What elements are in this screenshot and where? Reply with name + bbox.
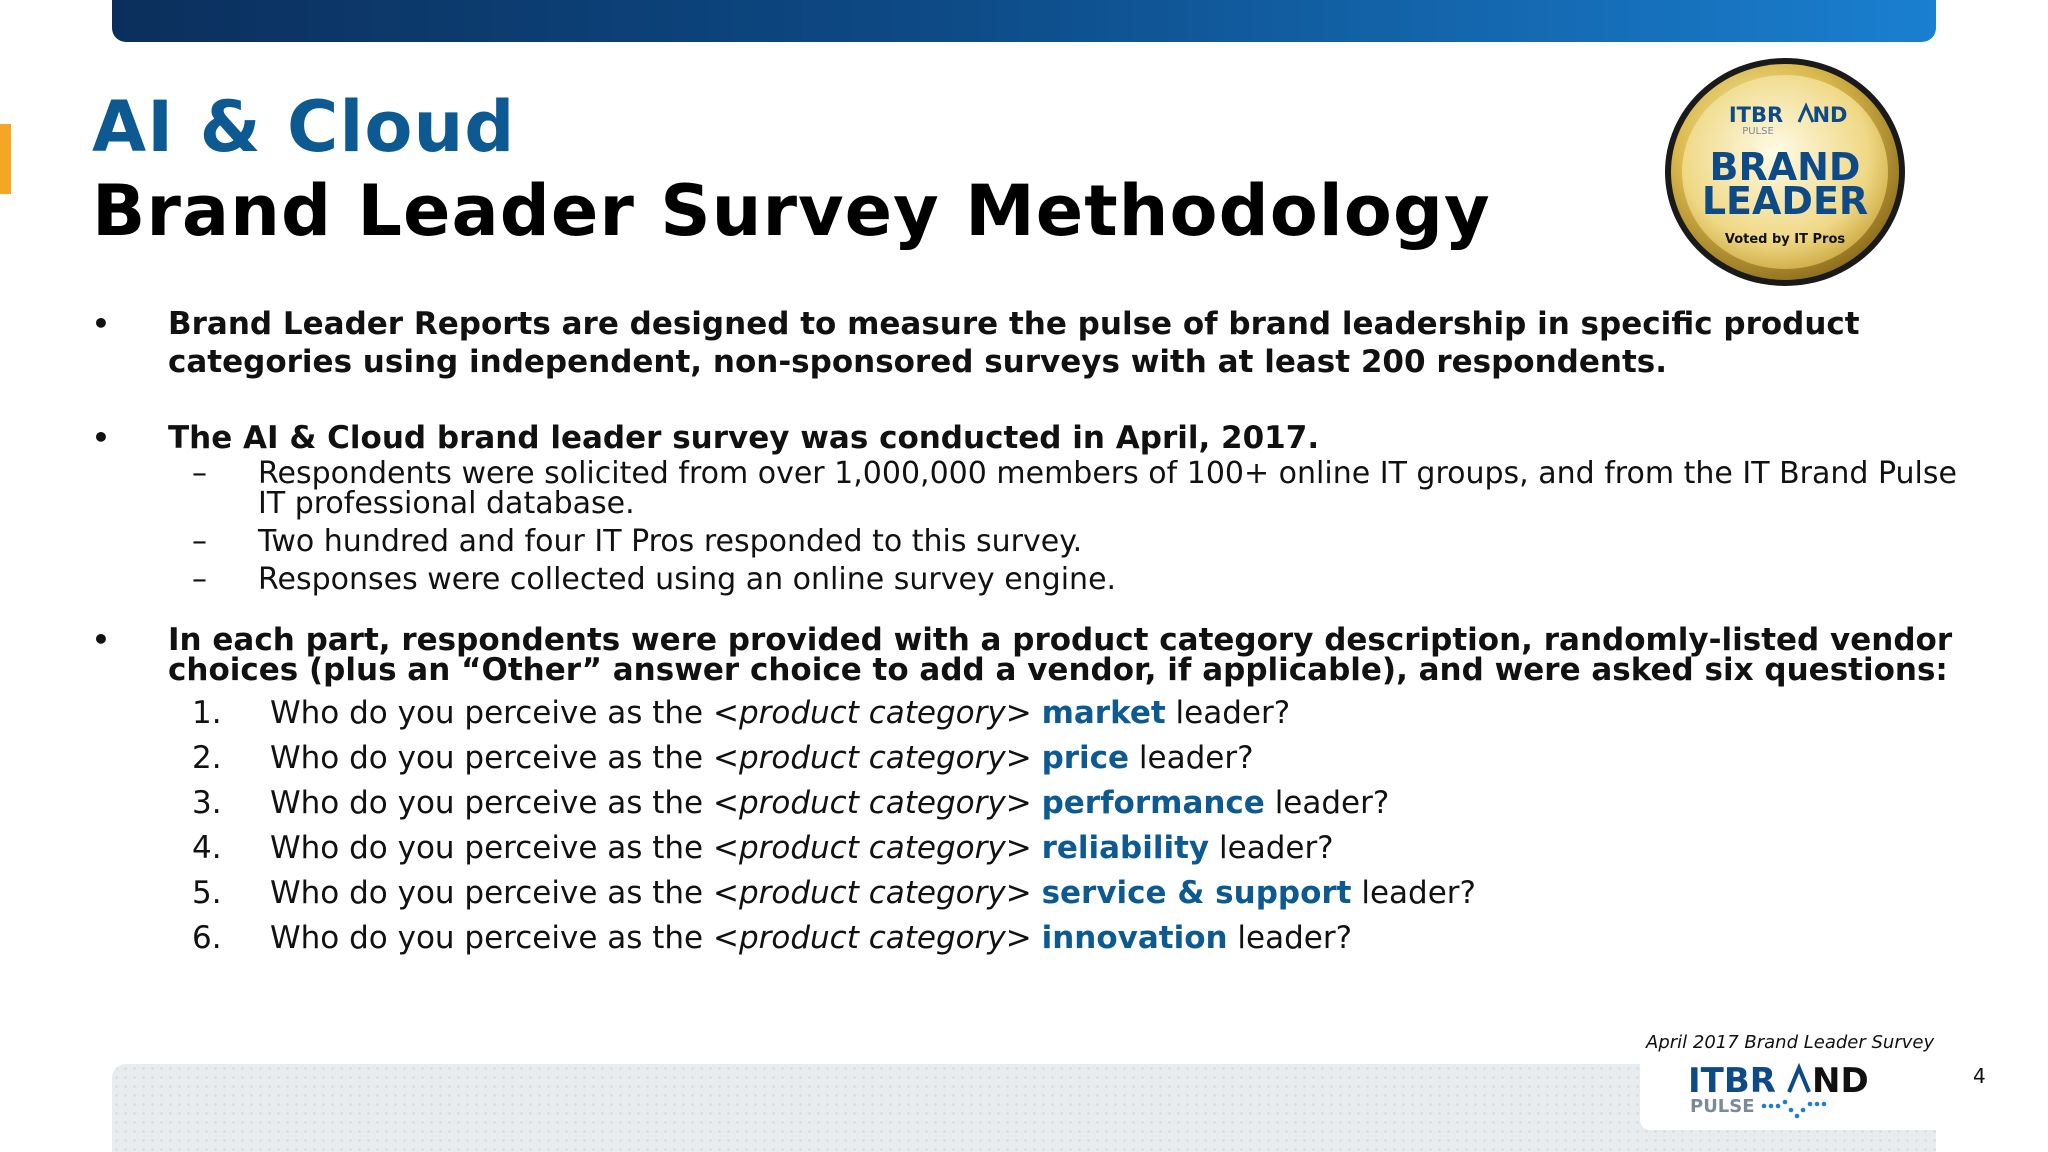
question-item: 5. Who do you perceive as the <product category> service & support leader?	[192, 875, 1476, 911]
bullet-marker: •	[92, 307, 110, 340]
logo-text-end: ND	[1812, 1061, 1869, 1101]
bullet-2-subitems	[92, 456, 1972, 597]
question-keyword: price	[1041, 740, 1130, 776]
bullet-2-text: The AI & Cloud brand leader survey was conducted in April, 2017.	[168, 420, 1320, 456]
question-item: 2. Who do you perceive as the <product category> price leader?	[192, 740, 1254, 776]
sub-item: – Responses were collected using an online survey engine.	[192, 562, 1117, 597]
question-keyword: service & support	[1041, 875, 1352, 911]
top-banner	[112, 0, 1936, 42]
badge-brand-text: BRAND	[1709, 145, 1861, 189]
pulse-dots-icon	[1762, 1100, 1827, 1119]
page-title-line1: AI & Cloud	[92, 86, 516, 168]
question-item: 4. Who do you perceive as the <product category> reliability leader?	[192, 830, 1334, 866]
bullet-marker: •	[92, 623, 110, 656]
logo-text-top: ITBR	[1688, 1061, 1776, 1101]
question-keyword: reliability	[1041, 830, 1210, 866]
question-list	[92, 691, 1972, 961]
footer-caption: April 2017 Brand Leader Survey	[1646, 1032, 1935, 1053]
page-number: 4	[1973, 1064, 1986, 1088]
page-title-line2: Brand Leader Survey Methodology	[92, 170, 1491, 252]
badge-logo-text: ITBR	[1728, 103, 1784, 127]
question-item: 6. Who do you perceive as the <product category> innovation leader?	[192, 920, 1353, 956]
badge-logo-text-end: ND	[1812, 103, 1848, 127]
sub-item: – Two hundred and four IT Pros responded to this survey.	[192, 524, 1083, 559]
question-item: 1. Who do you perceive as the <product category> market leader?	[192, 695, 1291, 731]
bullet-1	[92, 305, 1972, 381]
logo-text-bottom: PULSE	[1690, 1096, 1755, 1117]
bullet-2	[92, 419, 1972, 457]
badge-pulse-text: PULSE	[1742, 126, 1774, 137]
bullet-3	[92, 622, 1972, 688]
left-accent-bar	[0, 124, 11, 194]
bullet-marker: •	[92, 421, 110, 454]
badge-tagline: Voted by IT Pros	[1724, 232, 1846, 247]
question-keyword: innovation	[1041, 920, 1228, 956]
bullet-1-text: Brand Leader Reports are designed to measure the pulse of brand leadership in specific product categories using independent, non-sponsored surveys with at least 200 respondents.	[168, 306, 1860, 380]
question-item: 3. Who do you perceive as the <product category> performance leader?	[192, 785, 1390, 821]
brand-leader-badge	[1660, 56, 1910, 288]
question-keyword: market	[1041, 695, 1166, 731]
sub-item: – Respondents were solicited from over 1,000,000 members of 100+ online IT groups, and from the IT Brand Pulse IT professional database.	[192, 456, 1957, 521]
itbrand-pulse-logo	[1686, 1058, 1882, 1122]
content-area	[92, 305, 1972, 961]
bullet-3-text: In each part, respondents were provided with a product category description, randomly-listed vendor choices (plus an “Other” answer choice to add a vendor, if applicable), and were asked six questions:	[168, 622, 1953, 688]
badge-leader-text: LEADER	[1701, 179, 1869, 223]
question-keyword: performance	[1041, 785, 1265, 821]
